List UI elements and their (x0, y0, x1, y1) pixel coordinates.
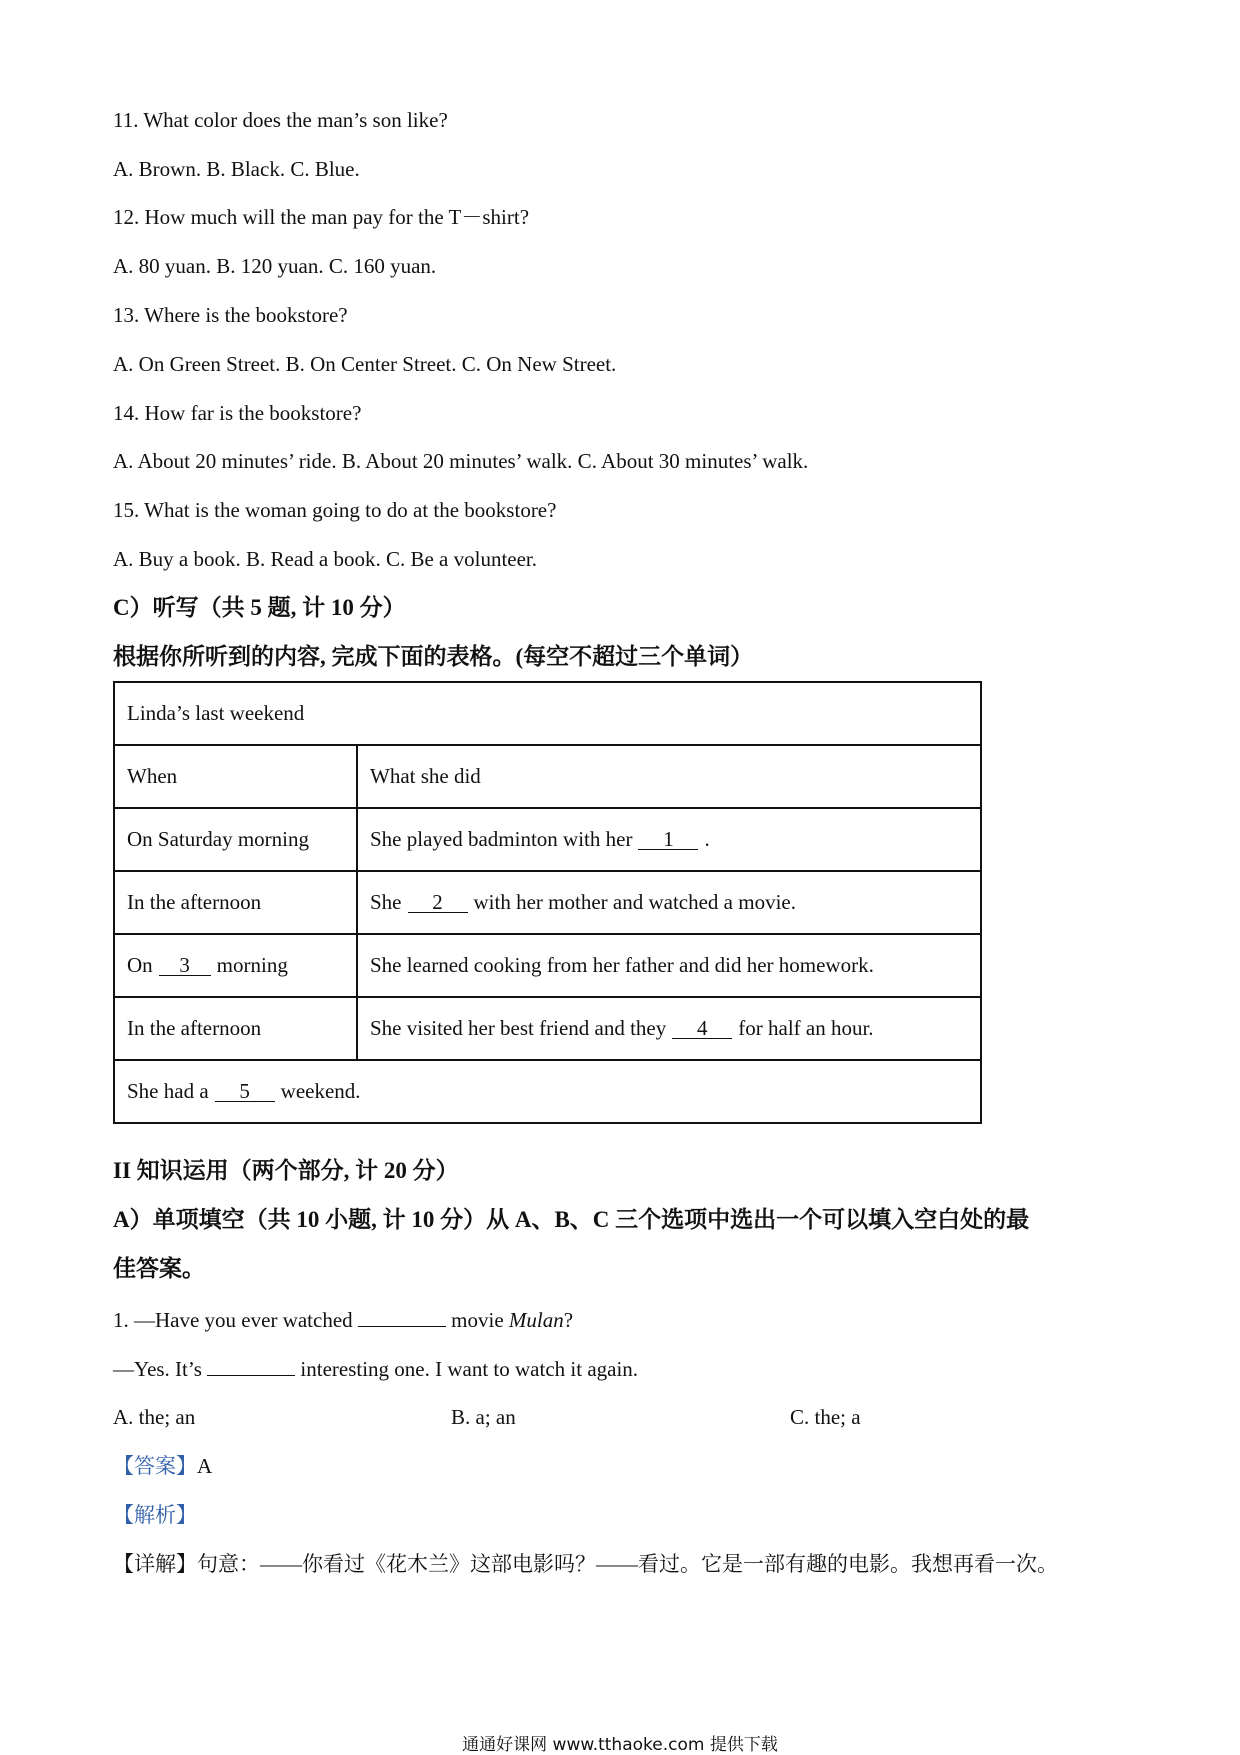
answer-value: A (197, 1454, 213, 1478)
detail-label: 【详解】 (113, 1552, 197, 1576)
what-text: She (370, 890, 402, 914)
option-a: A. the; an (113, 1405, 196, 1429)
summary-text-end: weekend. (280, 1079, 361, 1103)
q1-reply: —Yes. It’s (113, 1357, 202, 1381)
answer-line (113, 1453, 212, 1479)
q1-text-mid: movie (451, 1308, 504, 1332)
summary-text: She had a (127, 1079, 209, 1103)
question-13: 13. Where is the bookstore? (113, 303, 348, 327)
what-text: She visited her best friend and they (370, 1016, 667, 1040)
when-cell (114, 934, 357, 997)
what-text: She played badminton with her (370, 827, 633, 851)
detail-text: 句意：——你看过《花木兰》这部电影吗？——看过。它是一部有趣的电影。我想再看一次。 (197, 1552, 1058, 1576)
header-when: When (114, 745, 357, 808)
question-14-options: A. About 20 minutes’ ride. B. About 20 minutes’ walk. C. About 30 minutes’ walk. (113, 449, 809, 473)
when-cell: In the afternoon (114, 997, 357, 1060)
what-cell (357, 871, 981, 934)
question-15-options: A. Buy a book. B. Read a book. C. Be a volunteer. (113, 547, 538, 571)
what-text-end: for half an hour. (738, 1016, 874, 1040)
question-15: 15. What is the woman going to do at the bookstore? (113, 498, 557, 522)
what-text-end: . (704, 827, 710, 851)
option-b: B. a; an (451, 1405, 516, 1429)
mc-question-1-options (113, 1404, 861, 1430)
when-text-end: morning (216, 953, 288, 977)
section-a-heading-line-1: A）单项填空（共 10 小题, 计 10 分）从 A、B、C 三个选项中选出一个可以填入空白处的最 (113, 1207, 1030, 1232)
blank-3: 3 (159, 955, 211, 976)
q1-reply-end: interesting one. I want to watch it again. (300, 1357, 639, 1381)
q1-blank (358, 1306, 446, 1327)
q1-text: 1. —Have you ever watched (113, 1308, 353, 1332)
question-11: 11. What color does the man’s son like? (113, 108, 448, 132)
analysis-label: 【解析】 (113, 1503, 197, 1527)
when-cell: On Saturday morning (114, 808, 357, 871)
table-summary-row (114, 1060, 981, 1123)
question-12-options: A. 80 yuan. B. 120 yuan. C. 160 yuan. (113, 254, 437, 278)
header-what: What she did (357, 745, 981, 808)
summary-cell (114, 1060, 981, 1123)
question-14: 14. How far is the bookstore? (113, 401, 362, 425)
q1-text-end: ? (563, 1308, 574, 1332)
table-row (114, 997, 981, 1060)
mc-question-1-line-2 (113, 1355, 638, 1382)
what-cell (357, 808, 981, 871)
table-title-row (114, 682, 981, 745)
answer-label: 【答案】 (113, 1454, 197, 1478)
question-12: 12. How much will the man pay for the T－shirt? (113, 205, 530, 229)
table-row (114, 808, 981, 871)
question-13-options: A. On Green Street. B. On Center Street. C. On New Street. (113, 352, 617, 376)
when-cell: In the afternoon (114, 871, 357, 934)
blank-4: 4 (672, 1018, 732, 1039)
table-title: Linda’s last weekend (114, 682, 981, 745)
weekend-table (113, 681, 982, 1124)
blank-2: 2 (408, 892, 468, 913)
mc-question-1-line-1 (113, 1306, 573, 1333)
q1-movie-title: Mulan (508, 1308, 564, 1332)
what-text-end: with her mother and watched a movie. (473, 890, 796, 914)
page-footer: 通通好课网 www.tthaoke.com 提供下载 (462, 1735, 778, 1755)
table-row (114, 934, 981, 997)
q1-blank-2 (207, 1355, 295, 1376)
when-text: On (127, 953, 153, 977)
blank-1: 1 (638, 829, 698, 850)
analysis-line (113, 1502, 197, 1528)
table-header-row (114, 745, 981, 808)
section-c-heading: C）听写（共 5 题, 计 10 分） (113, 595, 406, 620)
table-row (114, 871, 981, 934)
section-c-instruction: 根据你所听到的内容, 完成下面的表格。(每空不超过三个单词） (113, 644, 754, 669)
section-a-heading-line-2: 佳答案。 (113, 1256, 205, 1281)
option-c: C. the; a (790, 1405, 861, 1429)
blank-5: 5 (215, 1081, 275, 1102)
question-11-options: A. Brown. B. Black. C. Blue. (113, 157, 360, 181)
detail-line (113, 1551, 1058, 1577)
what-cell (357, 997, 981, 1060)
part-2-heading: II 知识运用（两个部分, 计 20 分） (113, 1158, 459, 1183)
what-cell: She learned cooking from her father and did her homework. (357, 934, 981, 997)
